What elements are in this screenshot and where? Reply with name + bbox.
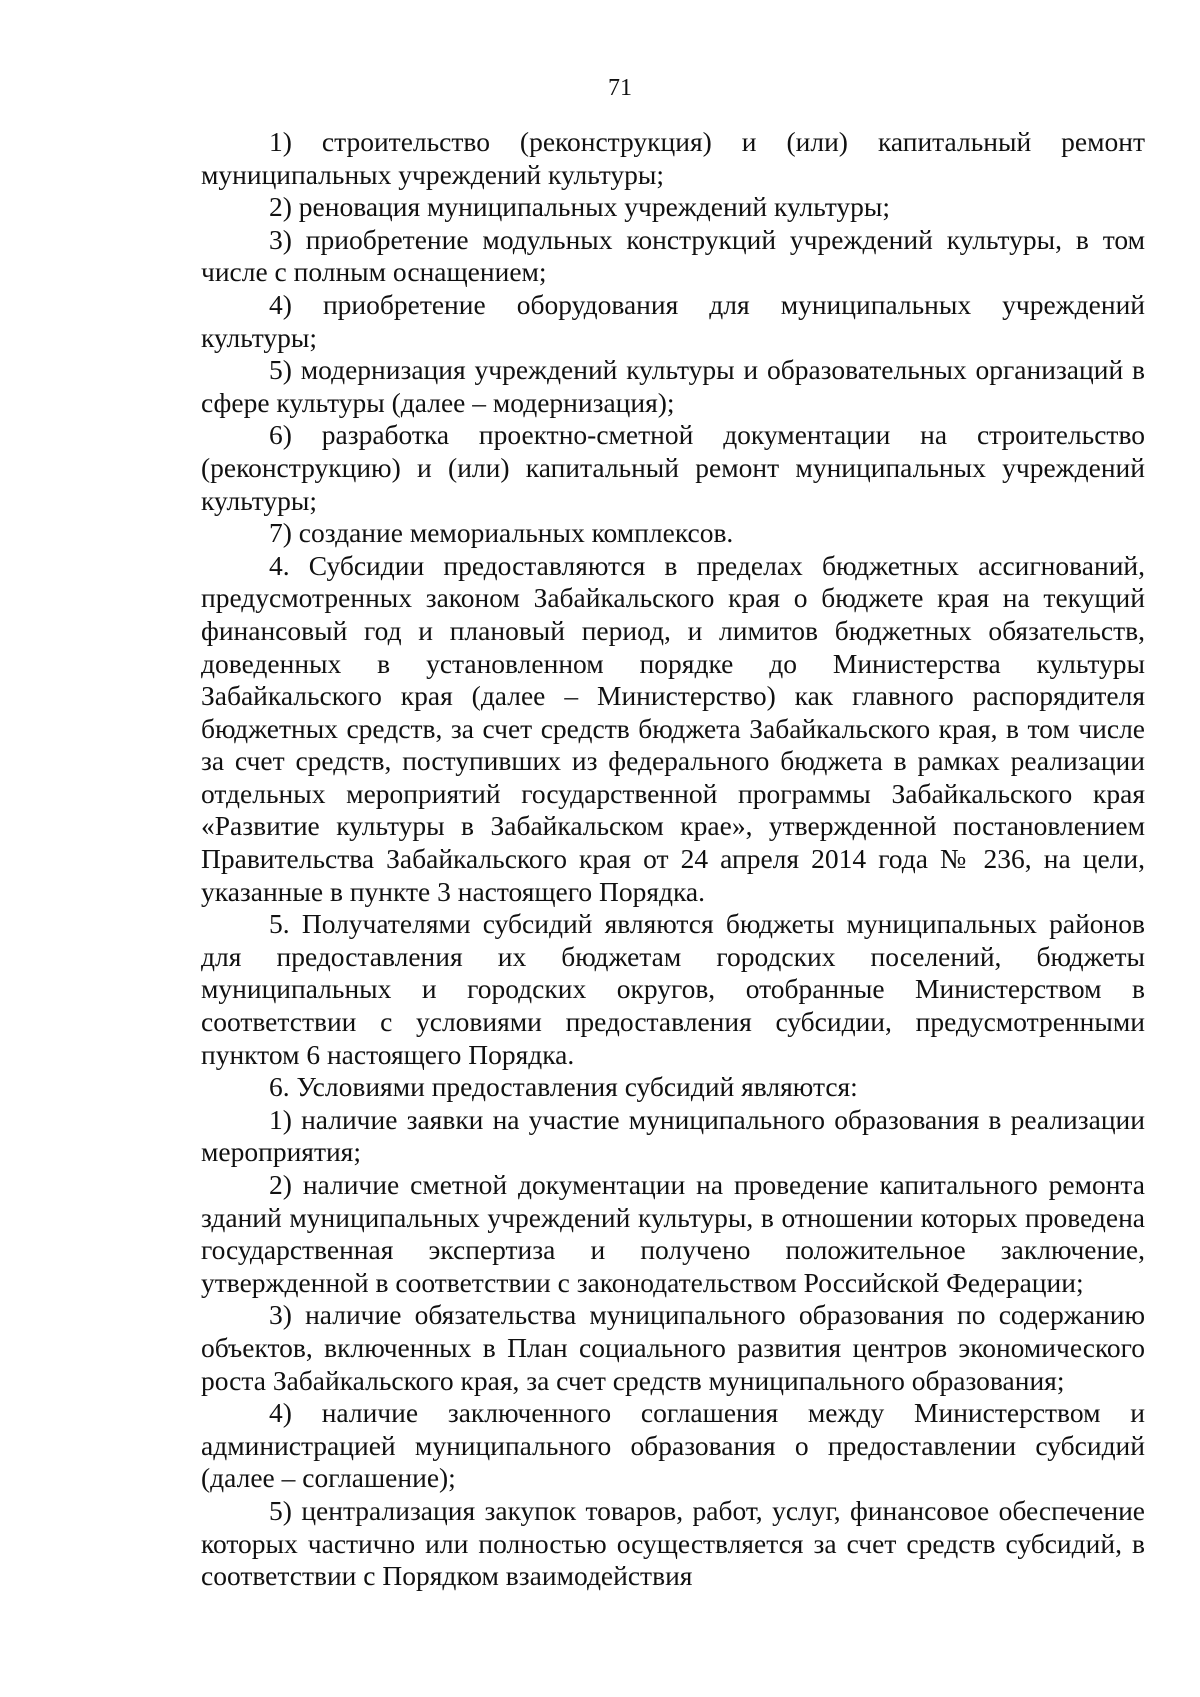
paragraph-item-7: 7) создание мемориальных комплексов. — [269, 517, 734, 549]
document-body — [201, 126, 1145, 1593]
paragraph-item-1: 1) строительство (реконструкция) и (или) капитальный ремонт муниципальных учреждений культуры; — [201, 126, 1145, 190]
paragraph-condition-5: 5) централизация закупок товаров, работ, услуг, финансовое обеспечение которых частично или полностью осуществляется за счет средств субсидий, в соответствии с Порядком взаимодействия — [201, 1494, 1145, 1592]
paragraph-item-5: 5) модернизация учреждений культуры и образовательных организаций в сфере культуры (далее – модернизация); — [201, 354, 1145, 418]
paragraph-clause-5: 5. Получателями субсидий являются бюджеты муниципальных районов для предоставления их бюджетам городских поселений, бюджеты муниципальных и городских округов, отобранные Министерством в соответствии с условиями предоставления субсидии, предусмотренными пунктом 6 настоящего Порядка. — [201, 908, 1145, 1070]
paragraph-clause-6: 6. Условиями предоставления субсидий являются: — [269, 1071, 858, 1103]
paragraph-item-3: 3) приобретение модульных конструкций учреждений культуры, в том числе с полным оснащением; — [201, 223, 1145, 288]
paragraph-condition-4: 4) наличие заключенного соглашения между Министерством и администрацией муниципального образования о предоставлении субсидий (далее – соглашение); — [201, 1397, 1145, 1494]
paragraph-item-2: 2) реновация муниципальных учреждений культуры; — [269, 191, 891, 223]
page-number: 71 — [608, 75, 632, 101]
paragraph-condition-3: 3) наличие обязательства муниципального образования по содержанию объектов, включенных в План социального развития центров экономического роста Забайкальского края, за счет средств муниципального образования; — [201, 1299, 1145, 1396]
paragraph-condition-1: 1) наличие заявки на участие муниципального образования в реализации мероприятия; — [201, 1103, 1145, 1168]
paragraph-item-4: 4) приобретение оборудования для муниципальных учреждений культуры; — [201, 288, 1145, 353]
paragraph-clause-4: 4. Субсидии предоставляются в пределах бюджетных ассигнований, предусмотренных законом Забайкальского края о бюджете края на текущий финансовый год и плановый период, и лимитов бюджетных обязательств, доведенных в установленном порядке до Министерства культуры Забайкальского края (далее – Министерство) как главного распорядителя бюджетных средств, за счет средств бюджета Забайкальского края, в том числе за счет средств, поступивших из федерального бюджета в рамках реализации отдельных мероприятий государственной программы Забайкальского края «Развитие культуры в Забайкальском крае», утвержденной постановлением Правительства Забайкальского края от 24 апреля 2014 года № 236, на цели, указанные в пункте 3 настоящего Порядка. — [201, 549, 1145, 907]
paragraph-item-6: 6) разработка проектно-сметной документации на строительство (реконструкцию) и (или) капитальный ремонт муниципальных учреждений культуры; — [201, 419, 1145, 516]
paragraph-condition-2: 2) наличие сметной документации на проведение капитального ремонта зданий муниципальных учреждений культуры, в отношении которых проведена государственная экспертиза и получено положительное заключение, утвержденной в соответствии с законодательством Российской Федерации; — [201, 1169, 1145, 1298]
